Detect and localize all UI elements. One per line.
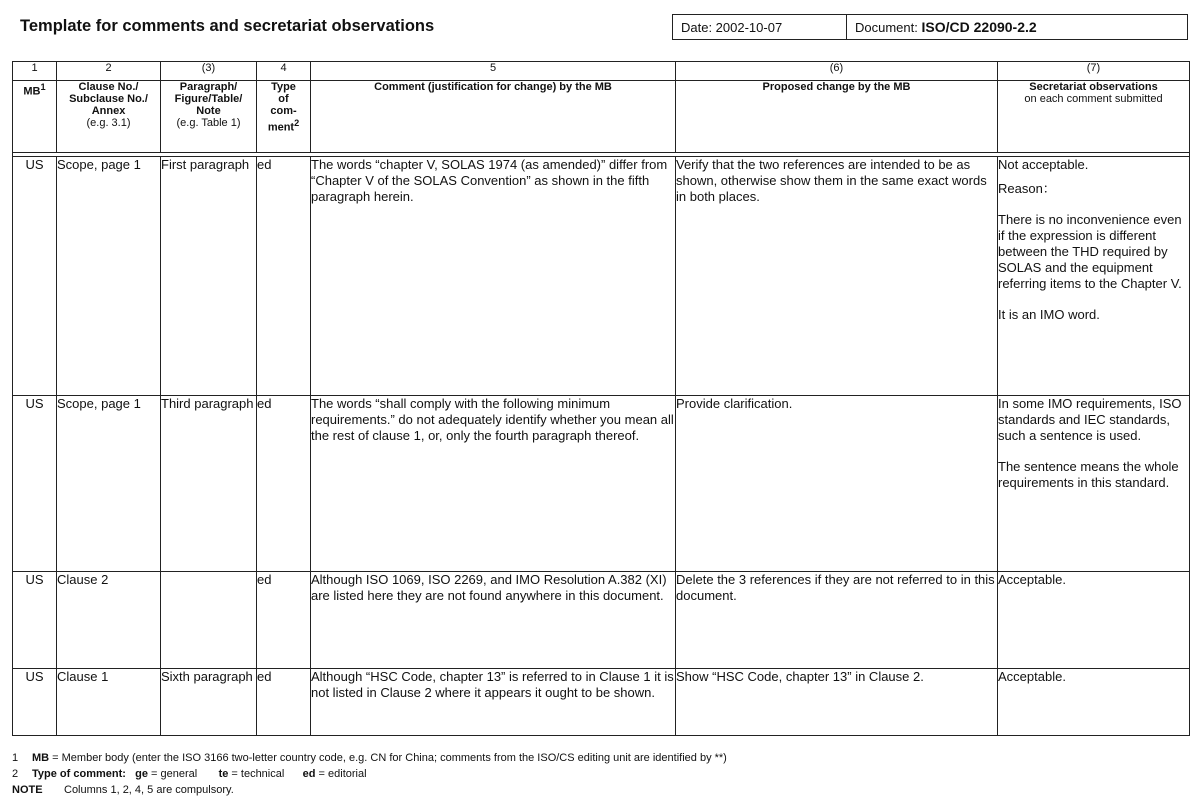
footnote-1: 1 MB = Member body (enter the ISO 3166 two-letter country code, e.g. CN for China; comments from the ISO/CS editing unit are identified by **)	[12, 752, 727, 764]
observations-cell: In some IMO requirements, ISO standards and IEC standards, such a sentence is used. The sentence means the whole requirements in this standard.	[998, 396, 1190, 572]
mb-cell: US	[13, 157, 57, 396]
clause-cell: Clause 2	[57, 572, 161, 669]
proposed-cell: Delete the 3 references if they are not referred to in this document.	[676, 572, 998, 669]
clause-cell: Scope, page 1	[57, 396, 161, 572]
column-number-row	[13, 62, 1190, 81]
mb-cell: US	[13, 669, 57, 736]
observations-cell: Acceptable.	[998, 572, 1190, 669]
document-id: ISO/CD 22090-2.2	[921, 19, 1037, 35]
paragraph-cell	[161, 572, 257, 669]
header-clause: Clause No./ Subclause No./ Annex (e.g. 3.1)	[57, 81, 161, 153]
table-row	[13, 572, 1190, 669]
paragraph-cell: Third paragraph	[161, 396, 257, 572]
header-paragraph: Paragraph/ Figure/Table/ Note (e.g. Table 1)	[161, 81, 257, 153]
column-number: (6)	[676, 62, 998, 81]
header-observations: Secretariat observations on each comment submitted	[998, 81, 1190, 153]
proposed-cell: Verify that the two references are intended to be as shown, otherwise show them in the same exact words in both places.	[676, 157, 998, 396]
date-field: Date: 2002-10-07	[673, 15, 847, 39]
comment-cell: The words “shall comply with the following minimum requirements.” do not adequately identify whether you mean all the rest of clause 1, or, only the fourth paragraph thereof.	[311, 396, 676, 572]
column-number: 1	[13, 62, 57, 81]
header-comment: Comment (justification for change) by the MB	[311, 81, 676, 153]
footnotes	[12, 750, 727, 798]
type-cell: ed	[257, 669, 311, 736]
header-row	[13, 81, 1190, 153]
paragraph-cell: Sixth paragraph	[161, 669, 257, 736]
comments-table	[12, 61, 1190, 736]
footnote-2: 2 Type of comment: ge = general te = technical ed = editorial	[12, 768, 367, 780]
mb-cell: US	[13, 396, 57, 572]
column-number: 2	[57, 62, 161, 81]
column-number: 5	[311, 62, 676, 81]
page-title: Template for comments and secretariat observations	[20, 17, 435, 35]
column-number: (3)	[161, 62, 257, 81]
column-number: (7)	[998, 62, 1190, 81]
comment-cell: Although ISO 1069, ISO 2269, and IMO Resolution A.382 (XI) are listed here they are not found anywhere in this document.	[311, 572, 676, 669]
type-cell: ed	[257, 396, 311, 572]
proposed-cell: Provide clarification.	[676, 396, 998, 572]
header-proposed: Proposed change by the MB	[676, 81, 998, 153]
paragraph-cell: First paragraph	[161, 157, 257, 396]
type-cell: ed	[257, 157, 311, 396]
document-info-box	[672, 14, 1188, 40]
header-type: Type of com- ment$^2$	[257, 81, 311, 153]
header-mb: $MB^1$	[13, 81, 57, 153]
observations-cell: Acceptable.	[998, 669, 1190, 736]
type-cell: ed	[257, 572, 311, 669]
mb-cell: US	[13, 572, 57, 669]
proposed-cell: Show “HSC Code, chapter 13” in Clause 2.	[676, 669, 998, 736]
clause-cell: Clause 1	[57, 669, 161, 736]
table-row	[13, 669, 1190, 736]
footnote-note: NOTE Columns 1, 2, 4, 5 are compulsory.	[12, 784, 234, 796]
observations-cell: Not acceptable. Reason： There is no inconvenience even if the expression is different between the THD required by SOLAS and the equipment referring items to the Chapter V. It is an IMO word.	[998, 157, 1190, 396]
column-number: 4	[257, 62, 311, 81]
document-field	[847, 15, 1187, 39]
comment-cell: The words “chapter V, SOLAS 1974 (as amended)” differ from “Chapter V of the SOLAS Convention” as shown in the fifth paragraph herein.	[311, 157, 676, 396]
table-row	[13, 396, 1190, 572]
comment-cell: Although “HSC Code, chapter 13” is referred to in Clause 1 it is not listed in Clause 2 where it appears it ought to be shown.	[311, 669, 676, 736]
document-label: Document:	[855, 20, 918, 35]
clause-cell: Scope, page 1	[57, 157, 161, 396]
table-row	[13, 157, 1190, 396]
